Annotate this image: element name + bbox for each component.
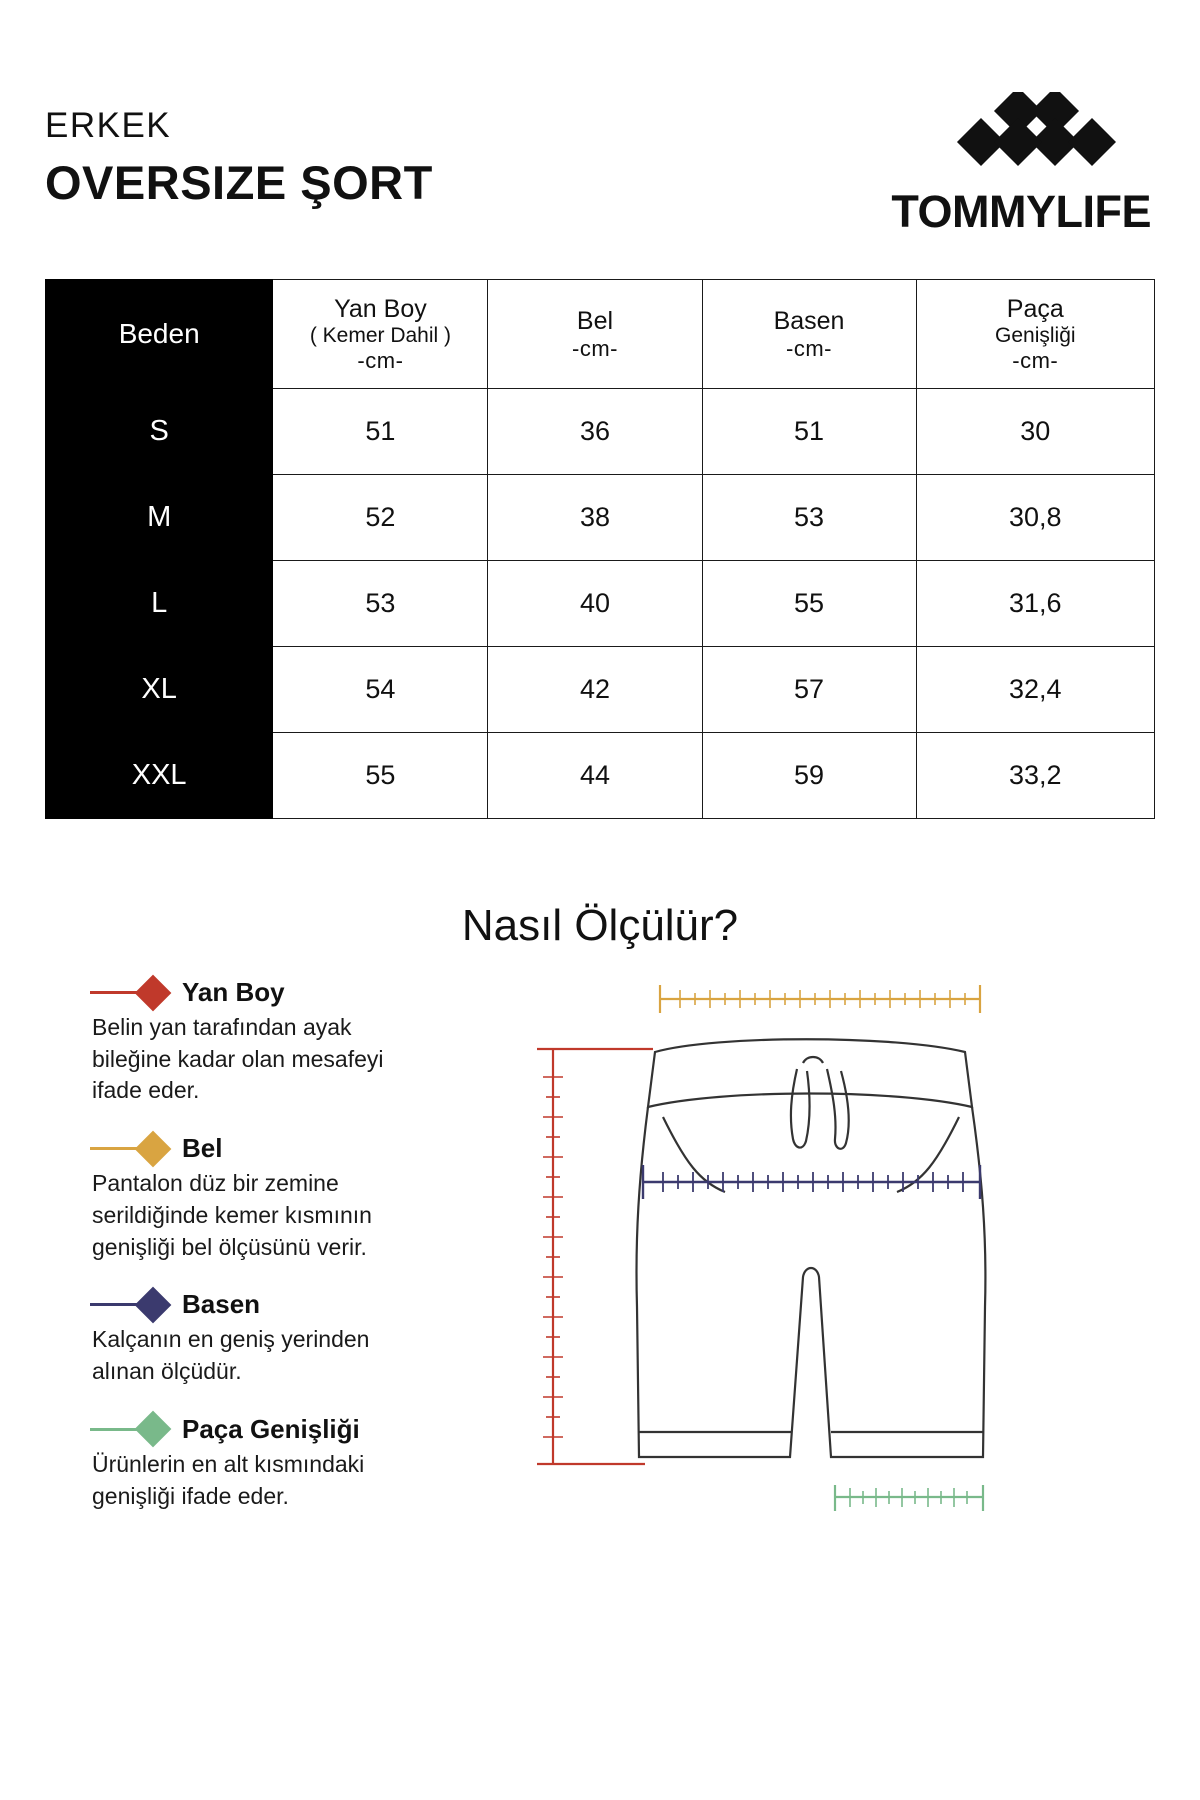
cell-bel: 42 bbox=[488, 647, 702, 733]
column-header-sub: Genişliği bbox=[995, 323, 1076, 347]
legend-label: Paça Genişliği bbox=[182, 1413, 360, 1444]
column-header-yan-boy bbox=[273, 280, 488, 389]
legend-diamond-icon bbox=[135, 1287, 172, 1324]
size-table-body bbox=[46, 389, 1155, 819]
cell-paca: 30 bbox=[916, 389, 1154, 475]
legend-description: Pantalon düz bir zemine serildiğinde kemer kısmının genişliği bel ölçüsünü verir. bbox=[92, 1170, 372, 1260]
page-title: OVERSIZE ŞORT bbox=[45, 156, 433, 209]
column-header-bel bbox=[488, 280, 702, 389]
table-row bbox=[46, 561, 1155, 647]
table-row bbox=[46, 475, 1155, 561]
brand-name: TOMMYLIFE bbox=[891, 186, 1151, 237]
brand-block bbox=[891, 92, 1151, 238]
legend-head bbox=[90, 977, 535, 1008]
legend-item-bel bbox=[90, 1133, 535, 1263]
column-header-sub: ( Kemer Dahil ) bbox=[309, 323, 452, 347]
column-header-label: Bel bbox=[576, 306, 614, 335]
how-to-measure-body bbox=[45, 977, 1155, 1577]
cell-size: M bbox=[46, 475, 273, 561]
column-header-beden bbox=[46, 280, 273, 389]
table-row bbox=[46, 733, 1155, 819]
cell-basen: 59 bbox=[702, 733, 916, 819]
size-table-head bbox=[46, 280, 1155, 389]
cell-bel: 40 bbox=[488, 561, 702, 647]
legend-item-yan-boy bbox=[90, 977, 535, 1107]
cell-basen: 55 bbox=[702, 561, 916, 647]
cell-yan-boy: 52 bbox=[273, 475, 488, 561]
column-header-unit: -cm- bbox=[357, 347, 404, 373]
legend-label: Basen bbox=[182, 1289, 261, 1320]
column-header-label: Beden bbox=[118, 317, 200, 349]
column-header-paca bbox=[916, 280, 1154, 389]
legend-item-basen bbox=[90, 1289, 535, 1387]
cell-yan-boy: 55 bbox=[273, 733, 488, 819]
page-header bbox=[45, 0, 1155, 238]
cell-basen: 53 bbox=[702, 475, 916, 561]
table-row bbox=[46, 647, 1155, 733]
cell-basen: 57 bbox=[702, 647, 916, 733]
table-row bbox=[46, 389, 1155, 475]
cell-yan-boy: 54 bbox=[273, 647, 488, 733]
column-header-label: Paça bbox=[1006, 294, 1064, 323]
column-header-label: Basen bbox=[773, 306, 845, 335]
cell-paca: 33,2 bbox=[916, 733, 1154, 819]
cell-paca: 31,6 bbox=[916, 561, 1154, 647]
column-header-unit: -cm- bbox=[1012, 347, 1059, 373]
cell-paca: 32,4 bbox=[916, 647, 1154, 733]
column-header-basen bbox=[702, 280, 916, 389]
legend-description: Kalçanın en geniş yerinden alınan ölçüdür. bbox=[92, 1326, 370, 1385]
legend-label: Yan Boy bbox=[182, 977, 285, 1007]
cell-size: XL bbox=[46, 647, 273, 733]
cell-bel: 38 bbox=[488, 475, 702, 561]
column-header-unit: -cm- bbox=[572, 335, 618, 361]
diamond-grid-logo-icon bbox=[926, 92, 1116, 180]
legend-head bbox=[90, 1289, 535, 1320]
legend-diamond-icon bbox=[135, 974, 172, 1011]
title-block bbox=[45, 106, 433, 209]
cell-bel: 36 bbox=[488, 389, 702, 475]
column-header-unit: -cm- bbox=[786, 335, 833, 361]
cell-size: L bbox=[46, 561, 273, 647]
cell-size: XXL bbox=[46, 733, 273, 819]
legend-label: Bel bbox=[182, 1133, 223, 1164]
measure-paca-line bbox=[835, 1485, 983, 1511]
legend-description: Ürünlerin en alt kısmındaki genişliği ifade eder. bbox=[92, 1450, 365, 1509]
how-to-measure-title: Nasıl Ölçülür? bbox=[461, 901, 739, 950]
page-category: ERKEK bbox=[45, 106, 172, 145]
cell-paca: 30,8 bbox=[916, 475, 1154, 561]
legend-head bbox=[90, 1414, 535, 1445]
measure-yan-boy-line bbox=[537, 1049, 653, 1464]
column-header-label: Yan Boy bbox=[334, 294, 427, 323]
measurement-legend bbox=[45, 977, 535, 1577]
cell-basen: 51 bbox=[702, 389, 916, 475]
shorts-illustration-icon bbox=[535, 977, 1155, 1577]
size-table bbox=[45, 279, 1155, 819]
cell-size: S bbox=[46, 389, 273, 475]
cell-yan-boy: 51 bbox=[273, 389, 488, 475]
cell-bel: 44 bbox=[488, 733, 702, 819]
legend-description: Belin yan tarafından ayak bileğine kadar olan mesafeyi ifade eder. bbox=[92, 1014, 384, 1104]
legend-diamond-icon bbox=[135, 1130, 172, 1167]
table-header-row bbox=[46, 280, 1155, 389]
legend-item-paca-genisligi bbox=[90, 1414, 535, 1512]
cell-yan-boy: 53 bbox=[273, 561, 488, 647]
legend-diamond-icon bbox=[135, 1411, 172, 1448]
measure-bel-line bbox=[660, 985, 980, 1013]
legend-head bbox=[90, 1133, 535, 1164]
shorts-measurement-diagram bbox=[535, 977, 1155, 1577]
